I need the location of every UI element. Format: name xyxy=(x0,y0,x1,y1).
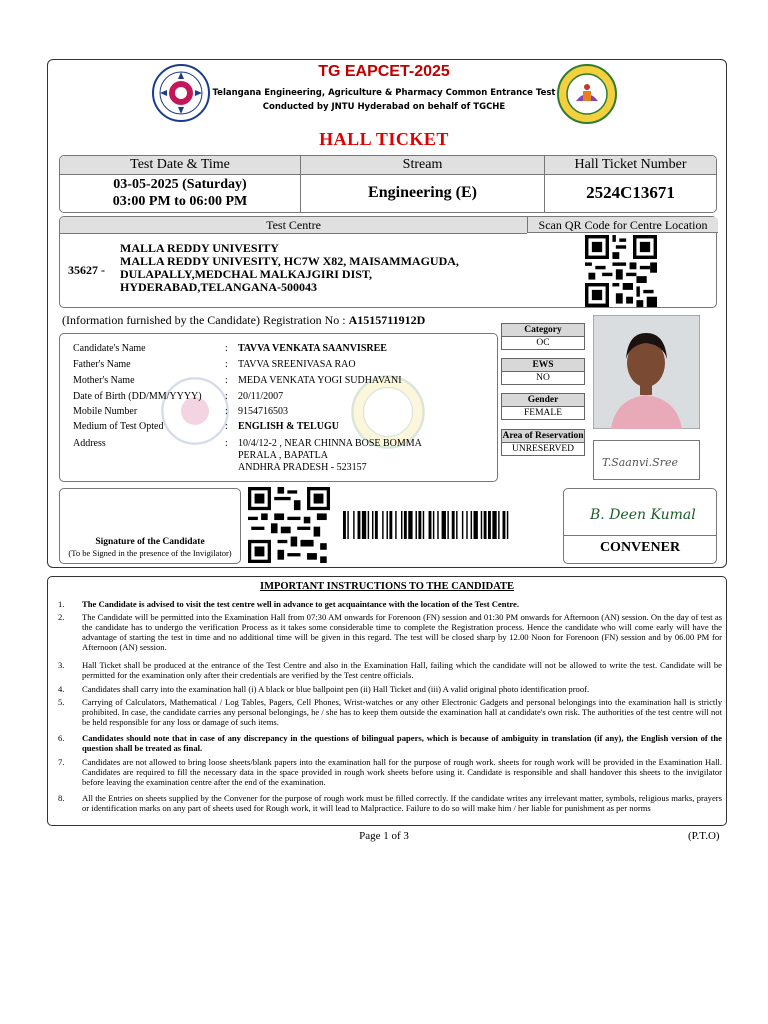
barcode-bar xyxy=(372,511,373,539)
registration-line xyxy=(62,313,425,328)
ews-label: EWS xyxy=(501,358,585,371)
barcode-bar xyxy=(447,511,448,539)
barcode-bar xyxy=(429,511,432,539)
gender-block xyxy=(501,393,585,420)
barcode-bar xyxy=(362,511,366,539)
reservation-value: UNRESERVED xyxy=(501,442,585,456)
ews-block xyxy=(501,358,585,385)
test-info-table xyxy=(59,155,717,213)
instructions-title: IMPORTANT INSTRUCTIONS TO THE CANDIDATE xyxy=(259,581,515,592)
barcode-bar xyxy=(462,511,463,539)
hall-ticket-qr-icon xyxy=(248,487,330,563)
convener-box xyxy=(563,488,717,564)
test-centre-header: Test Centre xyxy=(60,217,527,234)
barcode-bar xyxy=(481,511,482,539)
gender-value: FEMALE xyxy=(501,406,585,420)
signature-label: Signature of the Candidate xyxy=(95,537,205,547)
category-block xyxy=(501,323,585,350)
convener-signature xyxy=(584,495,704,531)
exam-subtitle: Telangana Engineering, Agriculture & Pharmacy Common Entrance Test xyxy=(212,88,556,98)
svg-text:T.Saanvi.Sree: T.Saanvi.Sree xyxy=(602,456,678,469)
qr-header: Scan QR Code for Centre Location xyxy=(527,217,718,233)
candidate-signature-box xyxy=(59,488,241,564)
barcode-bar xyxy=(389,511,392,539)
convener-label: CONVENER xyxy=(599,540,681,555)
barcode-bar xyxy=(401,511,402,539)
registration-number: A1515711912D xyxy=(348,313,426,327)
barcode-bar xyxy=(375,511,378,539)
candidate-photo xyxy=(593,315,700,429)
barcode-icon xyxy=(343,511,551,539)
ht-number-header: Hall Ticket Number xyxy=(545,156,716,175)
barcode-bar xyxy=(395,511,396,539)
document-title: HALL TICKET xyxy=(319,129,449,149)
hall-ticket-number: 2524C13671 xyxy=(586,183,675,202)
barcode-bar xyxy=(498,511,499,539)
stream-value: Engineering (E) xyxy=(368,184,477,201)
barcode-bar xyxy=(353,511,354,539)
gender-label: Gender xyxy=(501,393,585,406)
barcode-bar xyxy=(456,511,457,539)
test-time: 03:00 PM to 06:00 PM xyxy=(112,194,248,209)
date-time-header: Test Date & Time xyxy=(60,156,300,175)
page-number: Page 1 of 3 xyxy=(359,830,409,842)
barcode-bar xyxy=(484,511,487,539)
centre-line-2: MALLA REDDY UNIVESITY, HC7W X82, MAISAMMAGUDA, xyxy=(120,254,459,268)
barcode-bar xyxy=(507,511,508,539)
barcode-bar xyxy=(358,511,361,539)
candidate-signature-image xyxy=(593,440,700,480)
barcode-bar xyxy=(387,511,388,539)
reservation-block xyxy=(501,429,585,456)
centre-code: 35627 - xyxy=(68,263,105,277)
conducted-by: Conducted by JNTU Hyderabad on behalf of TGCHE xyxy=(262,102,506,112)
centre-line-4: HYDERABAD,TELANGANA-500043 xyxy=(120,280,318,294)
pto-label: (P.T.O) xyxy=(688,830,720,842)
barcode-bar xyxy=(471,511,472,539)
barcode-bar xyxy=(488,511,491,539)
centre-line-1: MALLA REDDY UNIVESITY xyxy=(120,241,279,255)
centre-location-qr-icon[interactable] xyxy=(583,235,659,307)
svg-text:B. Deen Kumal: B. Deen Kumal xyxy=(590,507,696,523)
barcode-bar xyxy=(466,511,467,539)
centre-line-3: DULAPALLY,MEDCHAL MALKAJGIRI DIST, xyxy=(120,267,373,281)
barcode-bar xyxy=(382,511,383,539)
barcode-bar xyxy=(492,511,496,539)
test-centre-box xyxy=(59,216,717,308)
barcode-bar xyxy=(437,511,438,539)
instructions-box: IMPORTANT INSTRUCTIONS TO THE CANDIDATE 1. The Candidate is advised to visit the test centre well in advance to get acquaintance with the location of the Test Centre. 2. The Candidate will be permitted into the Examination Hall from 07:30 AM onwards for Forenoon (FN) session and 01:30 PM onwards for Afternoon (AN) session. On the day of test as the candidate has to undergo the verification Process as it takes some considerable time to complete the Registration process. Hence the candidate who will come early will have the advantage of starting the test in time and no additional time will be given in this regard. The test will be closed sharp by 12.00 Noon for Forenoon (FN) session and by 06.00 PM for Afternoon (AN) session. 3. Hall Ticket shall be produced at the entrance of the Test Centre and also in the Examination Hall, failing which the candidate will not be allowed to write the test. Candidate will be permitted for the examination only after their credentials are verified by the Test centre officials. 4. Candidates shall carry into the examination hall (i) A black or blue ballpoint pen (ii) Hall Ticket and (iii) A valid original photo identification proof. 5. Carrying of Calculators, Mathematical / Log Tables, Pagers, Cell Phones, Wrist-watches or any other Electronic Gadgets and personal belongings into the examination hall is strictly prohibited. In case, the candidate carries any personal belongings, he / she has to keep them outside the examination hall at candidate's own risk. The authorities of the test centre will not be held responsible for any loss or damage of such items. 6. Candidates should note that in case of any discrepancy in the questions of bilingual papers, which is because of ambiguity in translation (if any), the English version of the question shall be treated as final. 7. Candidates are not allowed to bring loose sheets/blank papers into the examination hall for the purpose of rough work. sheets for rough work will be provided in the Examination Hall. Candidates are required to fill the necessary data in the space provided in rough work sheets before using it. Candidate is responsible and shall handover this sheets to the invigilator before leaving the examination centre after the end of the examination. 8. All the Entries on sheets supplied by the Convener for the purpose of rough work must be filled correctly. If the candidate writes any irrelevant matter, symbols, religious marks, prayers or identification marks on any part of sheets used for Rough work, it will lead to Malpractice. Failure to do so will make him / her liable for punishment as per norms xyxy=(47,576,727,826)
barcode-bar xyxy=(418,511,421,539)
barcode-bar xyxy=(442,511,446,539)
ews-value: NO xyxy=(501,371,585,385)
signature-note: (To be Signed in the presence of the Invigilator) xyxy=(68,548,232,558)
barcode-bar xyxy=(474,511,478,539)
barcode-bar xyxy=(404,511,407,539)
barcode-bar xyxy=(368,511,369,539)
barcode-bar xyxy=(343,511,346,539)
barcode-bar xyxy=(503,511,506,539)
barcode-bar xyxy=(408,511,412,539)
barcode-bar xyxy=(452,511,455,539)
exam-title: TG EAPCET-2025 xyxy=(318,63,450,80)
category-label: Category xyxy=(501,323,585,336)
test-date: 03-05-2025 (Saturday) xyxy=(113,177,247,192)
barcode-bar xyxy=(423,511,424,539)
registration-label: (Information furnished by the Candidate) Registration No : xyxy=(62,313,346,327)
stream-header: Stream xyxy=(301,156,544,175)
barcode-bar xyxy=(347,511,348,539)
category-value: OC xyxy=(501,336,585,350)
candidate-details-box: Candidate's Name : TAVVA VENKATA SAANVISREE Father's Name : TAVVA SREENIVASA RAO Mother's Name : MEDA VENKATA YOGI SUDHAVANI Date of Birth (DD/MM/YYYY) : 20/11/2007 Mobile Number : 9154716503 Medium of Test Opted : ENGLISH & TELUGU Address : 10/4/12-2 , NEAR CHINNA BOSE BOMMA PERALA , BAPATLA ANDHRA PRADESH - 523157 xyxy=(59,333,498,482)
barcode-bar xyxy=(416,511,417,539)
barcode-bar xyxy=(433,511,434,539)
reservation-label: Area of Reservation xyxy=(502,431,584,441)
